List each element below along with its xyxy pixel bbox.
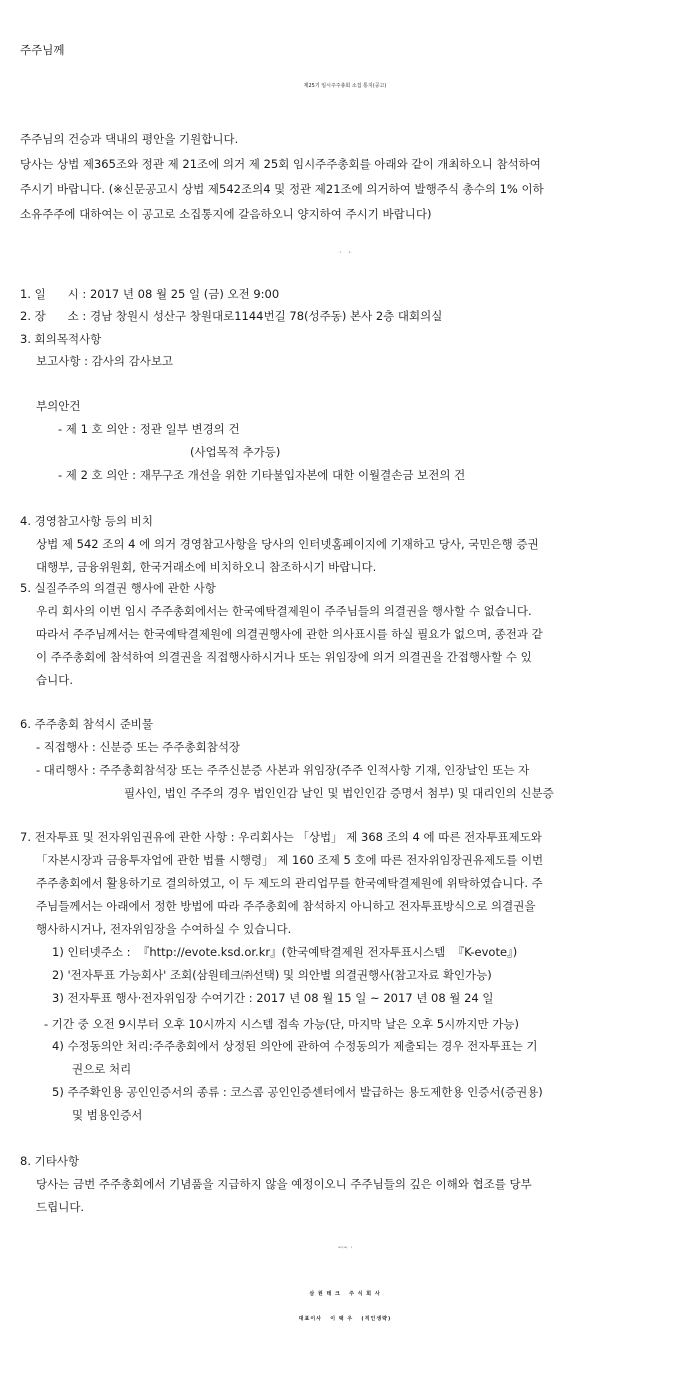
- body-line: 상법 제 542 조의 4 에 의거 경영참고사항을 당사의 인터넷홈페이지에 기재하고 당사, 국민은행 증권: [36, 537, 539, 551]
- body-line: 당사는 금번 주주총회에서 기념품을 지급하지 않을 예정이오니 주주님들의 깊은 이해와 협조를 당부: [36, 1177, 532, 1191]
- salutation: 주주님께: [20, 43, 65, 57]
- body-line: 습니다.: [36, 673, 73, 687]
- section-heading: 8. 기타사항: [20, 1154, 80, 1168]
- section-heading: 7. 전자투표 및 전자위임권유에 관한 사항 : 우리회사는 「상법」 제 368 조의 4 에 따른 전자투표제도와: [20, 830, 542, 844]
- intro-line: 주주님의 건승과 댁내의 평안을 기원합니다.: [20, 132, 239, 146]
- notice-date: 2017년 08월 일: [338, 1248, 352, 1249]
- agenda-heading: 부의안건: [36, 399, 81, 413]
- section-heading: 4. 경영참고사항 등의 비치: [20, 514, 154, 528]
- section-heading: 6. 주주총회 참석시 준비물: [20, 717, 154, 731]
- intro-line: 주시기 바랍니다. (※신문공고시 상법 제542조의4 및 정관 제21조에 의거하여 발행주식 총수의 1% 이하: [20, 182, 544, 196]
- proxy-voting-cont: 필사인, 법인 주주의 경우 법인인감 날인 및 법인인감 증명서 첨부) 및 대리인의 신분증: [124, 786, 554, 800]
- proxy-voting: - 대리행사 : 주주총회참석장 또는 주주신분증 사본과 위임장(주주 인적사항 기재, 인장날인 또는 자: [36, 763, 530, 777]
- signatory: 대표이사 이 택 우 (직인생략): [298, 1316, 392, 1322]
- section-heading: 5. 실질주주의 의결권 행사에 관한 사항: [20, 581, 216, 595]
- intro-line: 소유주주에 대하여는 이 공고로 소집통지에 갈음하오니 양지하여 주시기 바랍니다): [20, 207, 432, 221]
- page-title: 제25기 임시주주총회 소집 통지(공고): [303, 83, 387, 89]
- agenda-item: - 제 1 호 의안 : 정관 일부 변경의 건: [58, 422, 240, 436]
- body-line: 우리 회사의 이번 임시 주주총회에서는 한국예탁결제원이 주주님들의 의결권을 행사할 수 없습니다.: [36, 604, 532, 618]
- report-item: 보고사항 : 감사의 감사보고: [36, 354, 174, 368]
- evote-amendment-item: 4) 수정동의안 처리:주주총회에서 상정된 의안에 관하여 수정동의가 제출되는 경우 전자투표는 기: [52, 1039, 538, 1053]
- evote-url-item: 1) 인터넷주소 : 『http://evote.ksd.or.kr』(한국예탁결제원 전자투표시스템 『K-evote』): [52, 945, 518, 959]
- body-line: 드립니다.: [36, 1200, 85, 1214]
- body-line: 「자본시장과 금융투자업에 관한 법률 시행령」 제 160 조제 5 호에 따른 전자위임장권유제도를 이번: [36, 853, 544, 867]
- agenda-item: - 제 2 호 의안 : 재무구조 개선을 위한 기타불입자본에 대한 이월결손금 보전의 건: [58, 468, 466, 482]
- body-line: 행사하시거나, 전자위임장을 수여하실 수 있습니다.: [36, 922, 292, 936]
- intro-line: 당사는 상법 제365조와 정관 제 21조에 의거 제 25회 임시주주총회를 아래와 같이 개최하오니 참석하여: [20, 157, 541, 171]
- evote-certificate-cont: 및 범용인증서: [72, 1108, 143, 1122]
- meeting-datetime: 1. 일 시 : 2017 년 08 월 25 일 (금) 오전 9:00: [20, 287, 280, 301]
- evote-period-note: - 기간 중 오전 9시부터 오후 10시까지 시스템 접속 가능(단, 마지막 날은 오후 5시까지만 가능): [44, 1017, 519, 1031]
- body-line: 이 주주총회에 참석하여 의결권을 직접행사하시거나 또는 위임장에 의거 의결권을 간접행사할 수 있: [36, 650, 532, 664]
- evote-certificate-item: 5) 주주확인용 공인인증서의 종류 : 코스콤 공인인증센터에서 발급하는 용도제한용 인증서(증권용): [52, 1085, 543, 1099]
- company-name: 삼 원 테 크 주 식 회 사: [309, 1291, 381, 1297]
- meeting-venue: 2. 장 소 : 경남 창원시 성산구 창원대로1144번길 78(성주동) 본사 2층 대회의실: [20, 309, 443, 323]
- body-line: 주님들께서는 아래에서 정한 방법에 따라 주주총회에 참석하지 아니하고 전자투표방식으로 의결권을: [36, 899, 536, 913]
- evote-company-item: 2) '전자투표 가능회사' 조회(삼원테크㈜선택) 및 의안별 의결권행사(참고자료 확인가능): [52, 968, 492, 982]
- below-heading: - 아 래 -: [337, 253, 353, 254]
- evote-period-item: 3) 전자투표 행사·전자위임장 수여기간 : 2017 년 08 월 15 일 ~ 2017 년 08 월 24 일: [52, 991, 494, 1005]
- section-heading: 3. 회의목적사항: [20, 332, 102, 346]
- body-line: 대행부, 금융위원회, 한국거래소에 비치하오니 참조하시기 바랍니다.: [36, 560, 377, 574]
- evote-amendment-cont: 권으로 처리: [72, 1062, 132, 1076]
- body-line: 주주총회에서 활용하기로 결의하였고, 이 두 제도의 관리업무를 한국예탁결제원에 위탁하였습니다. 주: [36, 876, 543, 890]
- agenda-item-note: (사업목적 추가등): [190, 445, 281, 459]
- direct-voting: - 직접행사 : 신분증 또는 주주총회참석장: [36, 740, 241, 754]
- body-line: 따라서 주주님께서는 한국예탁결제원에 의결권행사에 관한 의사표시를 하실 필요가 없으며, 종전과 같: [36, 627, 543, 641]
